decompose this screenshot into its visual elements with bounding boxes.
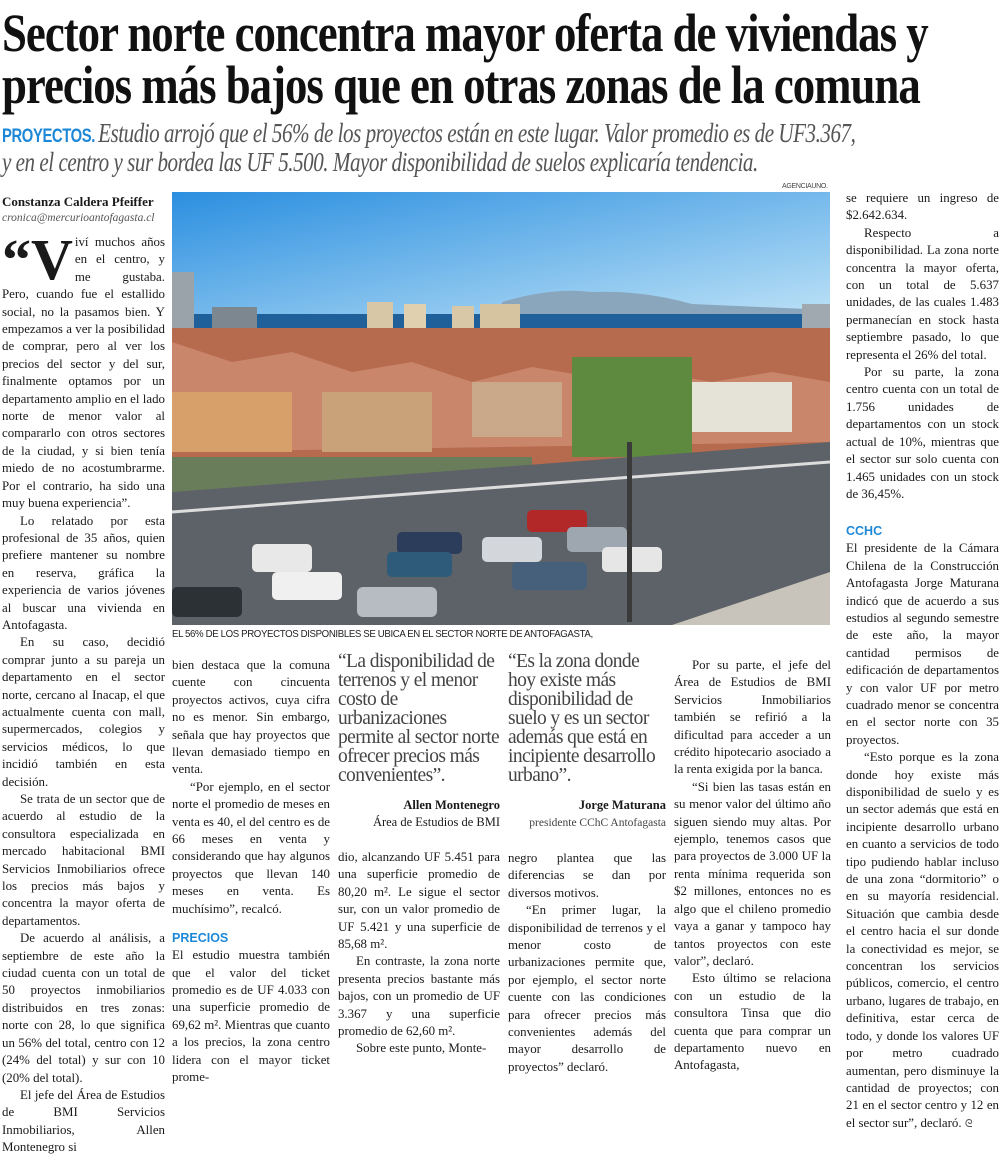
paragraph: De acuerdo al análisis, a septiembre de este año la ciudad cuenta con un total de 50 proyectos inmobiliarios distribuidos en tres zonas: norte con 28, lo que significa un 56% del total, centro con 12 (24% del total) y sur con 10 (20% del total). (2, 931, 165, 1085)
drop-cap: “V (2, 227, 73, 292)
paragraph: negro plantea que las diferencias se dan por diversos motivos. (508, 851, 666, 900)
photo-caption: EL 56% DE LOS PROYECTOS DISPONIBLES SE UBICA EN EL SECTOR NORTE DE ANTOFAGASTA, (172, 628, 593, 640)
column-5 (674, 657, 831, 1075)
column-4 (508, 652, 666, 1076)
paragraph: El estudio muestra también que el valor del ticket promedio es de UF 4.033 con una superficie promedio de 69,62 m². Mientras que cuanto a los precios, la zona centro lidera con el mayor ticket prome- (172, 948, 330, 1084)
paragraph: En contraste, la zona norte presenta precios bastante más bajos, con un promedio de UF 3.367 y una superficie promedio de 62,60 m². (338, 954, 500, 1039)
paragraph: “Si bien las tasas están en su menor valor del último año siguen siendo muy altas. Por ejemplo, tenemos casos que para proyectos de 3.000 UF la renta mínima requerida son $2 millones, entonces no es algo que el chileno promedio vaya a ganar y tampoco hay tantos proyectos con este valor”, declaró. (674, 779, 831, 968)
paragraph: se requiere un ingreso de $2.642.634. (846, 191, 999, 223)
quote-2-attribution (508, 797, 666, 832)
paragraph: bien destaca que la comuna cuente con cincuenta proyectos activos, cuya cifra no es menor. Sin embargo, señala que hay proyectos que llevan demasiado tiempo en venta. (172, 658, 330, 777)
paragraph: “Por ejemplo, en el sector norte el promedio de meses en venta es 40, el del centro es de 66 meses en venta y considerando que hay algunos proyectos que llevan 140 meses en venta. Es muchísimo”, recalcó. (172, 779, 330, 916)
paragraph: Sobre este punto, Monte- (356, 1041, 487, 1056)
paragraph: Por su parte, la zona centro cuenta con un total de 1.756 unidades de departamentos con un stock actual de 10%, mientras que el sector sur solo cuenta con 1.465 unidades con un stock de 36,45%. (846, 365, 999, 501)
paragraph: El presidente de la Cámara Chilena de la Construcción Antofagasta Jorge Maturana indicó que de acuerdo a sus estudios al segundo semestre de este año, la mayor cantidad permisos de edificación de departamentos y con valor UF por metro cuadrado menor se concentra en el sector norte con 35 proyectos. (846, 541, 999, 747)
byline-author: Constanza Caldera Pfeiffer (2, 194, 154, 209)
photo-credit: AGENCIAUNO. (782, 183, 828, 190)
paragraph: dio, alcanzando UF 5.451 para una superficie promedio de 80,20 m². Le sigue el sector sur, con un valor promedio de UF 5.421 y una superficie de 85,68 m². (338, 850, 500, 952)
headline-line-2: precios más bajos que en otras zonas de la comuna (2, 55, 920, 115)
subhead-cchc: CCHC (846, 524, 883, 539)
paragraph: Se trata de un sector que de acuerdo al estudio de la consultora especializada en mercado habitacional BMI Servicios Inmobiliarios ofrece los precios más bajos y concentra la mayor oferta de departamentos. (2, 792, 165, 928)
paragraph: Respecto a disponibilidad. La zona norte concentra la mayor oferta, con un total de 5.637 unidades, de las cuales 1.483 permanecían en stock hasta septiembre pasado, lo que representa el 26% del total. (846, 225, 999, 362)
article-photo (172, 192, 830, 625)
byline-email[interactable]: cronica@mercurioantofagasta.cl (2, 212, 155, 224)
quote-1-name: Allen Montenegro (403, 798, 500, 812)
column-2 (172, 657, 330, 1086)
paragraph: Lo relatado por esta profesional de 35 años, quien prefiere mantener su nombre en reserva, gráfica la experiencia de varios jóvenes al buscar una vivienda en Antofagasta. (2, 513, 165, 632)
paragraph: En su caso, decidió comprar junto a su pareja un departamento en el sector norte, cercano al Inacap, el que actualmente cuenta con mall, supermercados, colegios y servicios médicos, lo que incidió también en esta decisión. (2, 635, 165, 789)
end-mark-icon: ᘓ (964, 1117, 973, 1130)
deck-kicker: PROYECTOS. (2, 126, 96, 147)
deck-text-1: Estudio arrojó que el 56% de los proyectos están en este lugar. Valor promedio es de UF3.367, (98, 118, 856, 148)
paragraph: “En primer lugar, la disponibilidad de terrenos y el menor costo de urbanizaciones permite que, por ejemplo, el sector norte cuente con las condiciones para ofrecer precios más convenientes además del mayor desarrollo de proyectos” declaró. (508, 903, 666, 1074)
quote-2-name: Jorge Maturana (578, 798, 666, 812)
paragraph: Por su parte, el jefe del Área de Estudios de BMI Servicios Inmobiliarios también se refirió a la dificultad para acceder a un crédito hipotecario asociado a la renta exigida por la banca. (674, 658, 831, 777)
quote-1-attribution (338, 797, 500, 831)
pull-quote-2: “Es la zona donde hoy existe más disponibilidad de suelo y es un sector además que está en incipiente desarrollo urbano”. (508, 651, 656, 786)
column-3 (338, 652, 500, 1058)
column-6 (846, 190, 999, 1133)
subhead-precios: PRECIOS (172, 931, 229, 946)
quote-2-role: presidente CChC Antofagasta (529, 817, 666, 829)
column-1 (2, 194, 165, 1157)
city-photo-illustration (172, 192, 830, 625)
headline-line-1: Sector norte concentra mayor oferta de viviendas y (2, 3, 928, 63)
paragraph: El jefe del Área de Estudios de BMI Servicios Inmobiliarios, Allen Montenegro si (2, 1087, 165, 1155)
paragraph: “V iví muchos años en el centro, y me gustaba. Pero, cuando fue el estallido social, no la pasamos bien. Y empezamos a ver la posibilidad de comprar, pero al ver los precios del sector y del sur, finalmente optamos por un departamento amplio en el lado norte de menor valor al compararlo con otros sectores de la ciudad, y si bien tenía miedo de no acostumbrarme. Por el contrario, ha sido una muy buena experiencia”. (2, 227, 165, 511)
paragraph: “Esto porque es la zona donde hoy existe más disponibilidad de suelo y es un sector además que está en incipiente desarrollo urbano en cuanto a servicios de todo tipo pudiendo hablar incluso de una zona “dormitorio” o en su mayoría residencial. Situación que cambia desde el centro hacia el sur donde la conectividad es mejor, se concentran los servicios públicos, comercio, el centro urbano, lugares de trabajo, en definitiva, estar cerca de todo, y donde los valores UF por metro cuadrado aumentan, pero disminuye la cantidad de proyectos; con 21 en el sector centro y 12 en el sector sur”, declaró. ᘓ (846, 750, 999, 1130)
deck-line-2: y en el centro y sur bordea las UF 5.500. Mayor disponibilidad de suelos explicaría tendencia. (2, 147, 758, 177)
paragraph: Esto último se relaciona con un estudio de la consultora Tinsa que dio cuenta que para comprar un departamento nuevo en Antofagasta, (674, 971, 831, 1073)
pull-quote-1: “La disponibilidad de terrenos y el menor costo de urbanizaciones permite al sector norte ofrecer precios más convenientes”. (338, 651, 500, 786)
quote-1-role: Área de Estudios de BMI (372, 815, 500, 829)
